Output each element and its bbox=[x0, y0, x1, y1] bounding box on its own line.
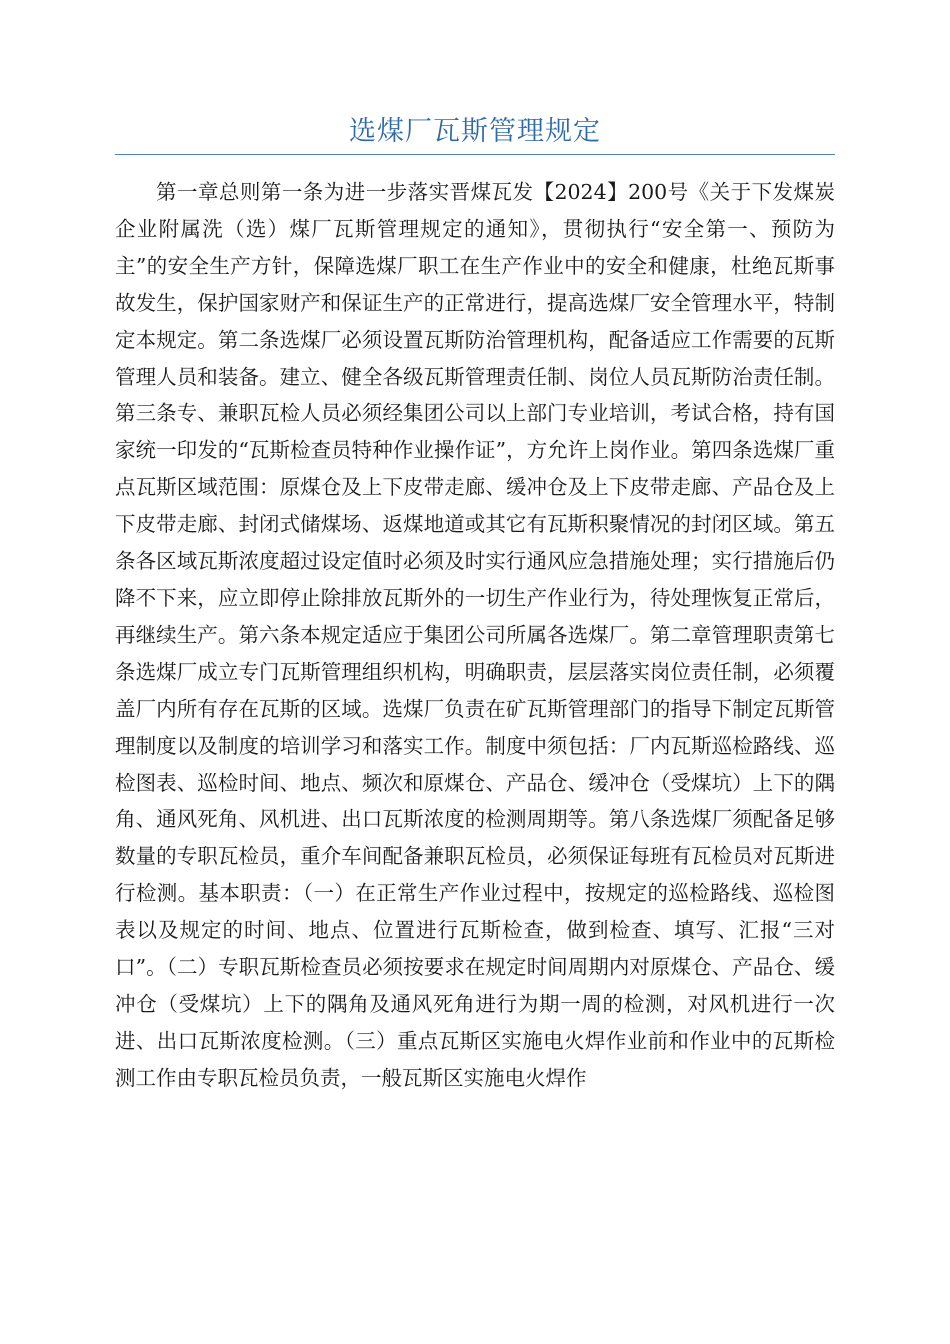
title-underline-divider bbox=[115, 154, 835, 155]
body-paragraph: 第一章总则第一条为进一步落实晋煤瓦发【2024】200号《关于下发煤炭企业附属洗（选）煤厂瓦斯管理规定的通知》，贯彻执行“安全第一、预防为主”的安全生产方针，保障选煤厂职工在生产作业中的安全和健康，杜绝瓦斯事故发生，保护国家财产和保证生产的正常进行，提高选煤厂安全管理水平，特制定本规定。第二条选煤厂必须设置瓦斯防治管理机构，配备适应工作需要的瓦斯管理人员和装备。建立、健全各级瓦斯管理责任制、岗位人员瓦斯防治责任制。第三条专、兼职瓦检人员必须经集团公司以上部门专业培训，考试合格，持有国家统一印发的“瓦斯检查员特种作业操作证”，方允许上岗作业。第四条选煤厂重点瓦斯区域范围：原煤仓及上下皮带走廊、缓冲仓及上下皮带走廊、产品仓及上下皮带走廊、封闭式储煤场、返煤地道或其它有瓦斯积聚情况的封闭区域。第五条各区域瓦斯浓度超过设定值时必须及时实行通风应急措施处理；实行措施后仍降不下来，应立即停止除排放瓦斯外的一切生产作业行为，待处理恢复正常后，再继续生产。第六条本规定适应于集团公司所属各选煤厂。第二章管理职责第七条选煤厂成立专门瓦斯管理组织机构，明确职责，层层落实岗位责任制，必须覆盖厂内所有存在瓦斯的区域。选煤厂负责在矿瓦斯管理部门的指导下制定瓦斯管理制度以及制度的培训学习和落实工作。制度中须包括：厂内瓦斯巡检路线、巡检图表、巡检时间、地点、频次和原煤仓、产品仓、缓冲仓（受煤坑）上下的隅角、通风死角、风机进、出口瓦斯浓度的检测周期等。第八条选煤厂须配备足够数量的专职瓦检员，重介车间配备兼职瓦检员，必须保证每班有瓦检员对瓦斯进行检测。基本职责：（一）在正常生产作业过程中，按规定的巡检路线、巡检图表以及规定的时间、地点、位置进行瓦斯检查，做到检查、填写、汇报“三对口”。（二）专职瓦斯检查员必须按要求在规定时间周期内对原煤仓、产品仓、缓冲仓（受煤坑）上下的隅角及通风死角进行为期一周的检测，对风机进行一次进、出口瓦斯浓度检测。（三）重点瓦斯区实施电火焊作业前和作业中的瓦斯检测工作由专职瓦检员负责，一般瓦斯区实施电火焊作 bbox=[115, 180, 835, 1090]
page-title: 选煤厂瓦斯管理规定 bbox=[349, 116, 601, 147]
